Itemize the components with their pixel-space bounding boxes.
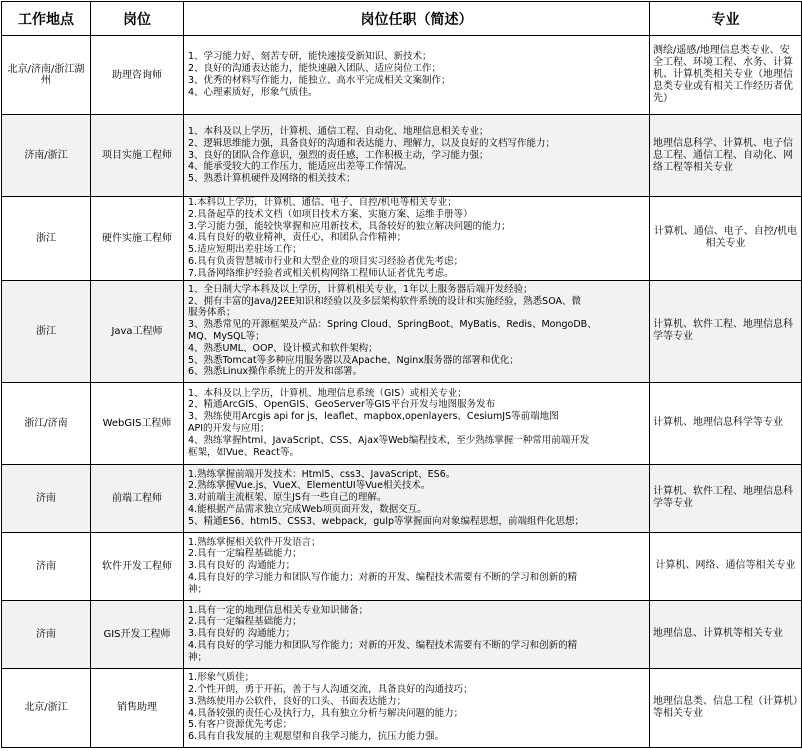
duty-line: 神； xyxy=(188,651,208,663)
duty-line: 3、优秀的材料写作能力，能独立、高水平完成相关文案制作； xyxy=(188,75,451,86)
cell-position: 软件开发工程师 xyxy=(91,532,184,600)
table-row xyxy=(2,115,802,197)
duty-line: 2.具备起草的技术文档（如项目技术方案、实施方案、运维手册等） xyxy=(188,208,473,220)
cell-duties xyxy=(184,36,650,115)
cell-duties xyxy=(184,280,650,382)
duty-line: 4.具有良好的学习能力和团队写作能力；对新的开发、编程技术需要有不断的学习和创新的精 xyxy=(188,639,578,651)
duty-line: 4、心理素质好，形象气质佳。 xyxy=(188,86,318,98)
table-row xyxy=(2,197,802,281)
duty-line: 4.能根据产品需求独立完成Web项页面开发，数据交互。 xyxy=(188,503,427,515)
cell-location: 浙江/济南 xyxy=(2,382,91,464)
duty-line: 4、熟练掌握html、JavaScript、CSS、Ajax等Web编程技术，至少熟练掌握一种常用前端开发 xyxy=(188,434,590,446)
duty-line: 1.熟练掌握相关软件开发语言； xyxy=(188,536,321,548)
duty-line: 4、能承受较大的工作压力，能适应出差等工作情况。 xyxy=(188,161,413,173)
cell-location: 北京/浙江 xyxy=(2,668,91,747)
duty-line: 5、精通ES6、html5、CSS3、webpack，gulp等掌握面向对象编程思想，前端组件化思想； xyxy=(188,515,584,527)
cell-duties xyxy=(184,382,650,464)
cell-major: 计算机、通信、电子、自控/机电相关专业 xyxy=(650,197,802,281)
header-major: 专业 xyxy=(650,2,802,36)
duty-line: 2、拥有丰富的Java/J2EE知识和经验以及多层架构软件系统的设计和实施经验，熟悉SOA、微 xyxy=(188,295,582,307)
header-duties: 岗位任职（简述） xyxy=(184,2,650,36)
cell-position: WebGIS工程师 xyxy=(91,382,184,464)
cell-location: 北京/济南/浙江湖州 xyxy=(2,36,91,115)
duty-line: 5、熟悉Tomcat等多种应用服务器以及Apache、Nginx服务器的部署和优化； xyxy=(188,354,519,366)
duty-line: 4.具备较强的责任心及执行力，具有独立分析与解决问题的能力； xyxy=(188,707,464,719)
table-row xyxy=(2,382,802,464)
header-row xyxy=(2,2,802,36)
cell-position: GIS开发工程师 xyxy=(91,600,184,668)
duty-line: 3.具有良好的 沟通能力； xyxy=(188,628,296,640)
duty-line: 5.适应短期出差驻场工作； xyxy=(188,244,302,256)
duty-line: 1、学习能力好、刻苦专研，能快速接受新知识、新技术； xyxy=(188,51,432,63)
duty-line: 5.有客户资源优先考虑； xyxy=(188,719,293,731)
table-row xyxy=(2,280,802,382)
duty-line: 6.具有自我发展的主观愿望和自我学习能力，抗压力能力强。 xyxy=(188,731,445,743)
cell-major: 地理信息类、信息工程（计算机）等相关专业 xyxy=(650,668,802,747)
table-row xyxy=(2,600,802,668)
duty-line: 4.具有良好的敬业精神，责任心，和团队合作精神； xyxy=(188,232,407,244)
cell-position: 前端工程师 xyxy=(91,464,184,532)
duty-line: 7.具备网络维护经验者或相关机构网络工程师认证者优先考虑。 xyxy=(188,267,454,279)
cell-major: 计算机、软件工程、地理信息科学等专业 xyxy=(650,280,802,382)
duty-line: 2.熟练掌握Vue.js、VueX、ElementUI等Vue相关技术。 xyxy=(188,480,431,492)
table-row xyxy=(2,668,802,747)
cell-location: 浙江 xyxy=(2,280,91,382)
cell-major: 计算机、网络、通信等相关专业 xyxy=(650,532,802,600)
cell-position: 项目实施工程师 xyxy=(91,115,184,197)
cell-major: 计算机、地理信息科学等专业 xyxy=(650,382,802,464)
duty-line: 1、全日制大学本科及以上学历，计算机相关专业，1年以上服务器后端开发经验； xyxy=(188,283,533,295)
cell-location: 济南/浙江 xyxy=(2,115,91,197)
cell-location: 济南 xyxy=(2,464,91,532)
cell-duties xyxy=(184,115,650,197)
duty-line: 2、逻辑思维能力强，具备良好的沟通和表达能力、理解力，以及良好的文档写作能力； xyxy=(188,137,556,149)
duty-line: 3.学习能力强，能较快掌握和应用新技术，具备较好的独立解决问题的能力； xyxy=(188,220,511,232)
duty-line: 2.具有一定编程基础能力； xyxy=(188,616,302,628)
duty-line: API的开发与应用； xyxy=(188,423,270,435)
duty-line: 4.具有良好的学习能力和团队写作能力；对新的开发、编程技术需要有不断的学习和创新的精 xyxy=(188,571,578,583)
duty-line: 2.具有一定编程基础能力； xyxy=(188,548,302,560)
duty-line: 1.熟练掌握前端开发技术：Html5、css3、JavaScript、ES6。 xyxy=(188,468,456,480)
duty-line: 1.形象气质佳； xyxy=(188,672,255,684)
cell-duties xyxy=(184,464,650,532)
cell-position: Java工程师 xyxy=(91,280,184,382)
duty-line: MQ、MySQL等； xyxy=(188,331,265,343)
cell-location: 济南 xyxy=(2,600,91,668)
duty-line: 3.对前端主流框架、原生JS有一些自己的理解。 xyxy=(188,492,387,504)
cell-duties xyxy=(184,600,650,668)
duty-line: 1、本科及以上学历，计算机、通信工程、自动化、地理信息相关专业； xyxy=(188,126,489,137)
duty-line: 2.个性开朗，勇于开拓，善于与人沟通交流，具备良好的沟通技巧； xyxy=(188,683,473,695)
cell-duties xyxy=(184,532,650,600)
duty-line: 1、本科及以上学历，计算机、地理信息系统（GIS）或相关专业； xyxy=(188,387,467,399)
duty-line: 2、良好的沟通表达能力，能快速融入团队、适应岗位工作； xyxy=(188,63,442,75)
cell-major: 计算机、软件工程、地理信息科学等专业 xyxy=(650,464,802,532)
duty-line: 1.具有一定的地理信息相关专业知识储备； xyxy=(188,604,369,616)
duty-line: 服务体系； xyxy=(188,307,236,319)
duty-line: 框架，如Vue、React等。 xyxy=(188,446,300,458)
header-position: 岗位 xyxy=(91,2,184,36)
cell-location: 浙江 xyxy=(2,197,91,281)
table-row xyxy=(2,532,802,600)
cell-duties xyxy=(184,197,650,281)
duty-line: 3.熟练使用办公软件，良好的口头、书面表达能力； xyxy=(188,695,407,707)
header-location: 工作地点 xyxy=(2,2,91,36)
cell-position: 助理咨询师 xyxy=(91,36,184,115)
duty-line: 2、精通ArcGIS、OpenGIS、GeoServer等GIS平台开发与地图服务发布 xyxy=(188,399,496,411)
job-table xyxy=(1,1,802,748)
duty-line: 3、熟练使用Arcgis api for js，leaflet、mapbox,openlayers、CesiumJS等前端地图 xyxy=(188,411,559,423)
table-row xyxy=(2,36,802,115)
cell-major: 地理信息、计算机等相关专业 xyxy=(650,600,802,668)
cell-major: 地理信息科学、计算机、电子信息工程、通信工程、自动化、网络工程等相关专业 xyxy=(650,115,802,197)
duty-line: 6、熟悉Linux操作系统上的开发和部署。 xyxy=(188,366,363,378)
cell-major: 测绘/遥感/地理信息类专业、安全工程、环境工程、水务、计算机、计算机类相关专业（地理信息类专业或有相关工作经历者优先） xyxy=(650,36,802,115)
duty-line: 3、熟悉常见的开源框架及产品：Spring Cloud、SpringBoot、MyBatis、Redis、MongoDB、 xyxy=(188,319,597,331)
duty-line: 神； xyxy=(188,583,208,595)
duty-line: 4、熟悉UML、OOP、设计模式和软件架构； xyxy=(188,342,378,354)
duty-line: 1.本科以上学历，计算机、通信、电子、自控/机电等相关专业； xyxy=(188,197,457,208)
cell-position: 销售助理 xyxy=(91,668,184,747)
duty-line: 6.具有负责智慧城市行业和大型企业的项目实习经验者优先考虑； xyxy=(188,255,464,267)
duty-line: 5、熟悉计算机硬件及网络的相关技术； xyxy=(188,173,356,185)
cell-location: 济南 xyxy=(2,532,91,600)
duty-line: 3、良好的团队合作意识，强烈的责任感，工作积极主动，学习能力强； xyxy=(188,149,489,161)
cell-duties xyxy=(184,668,650,747)
table-row xyxy=(2,464,802,532)
duty-line: 3.具有良好的 沟通能力； xyxy=(188,560,296,572)
cell-position: 硬件实施工程师 xyxy=(91,197,184,281)
